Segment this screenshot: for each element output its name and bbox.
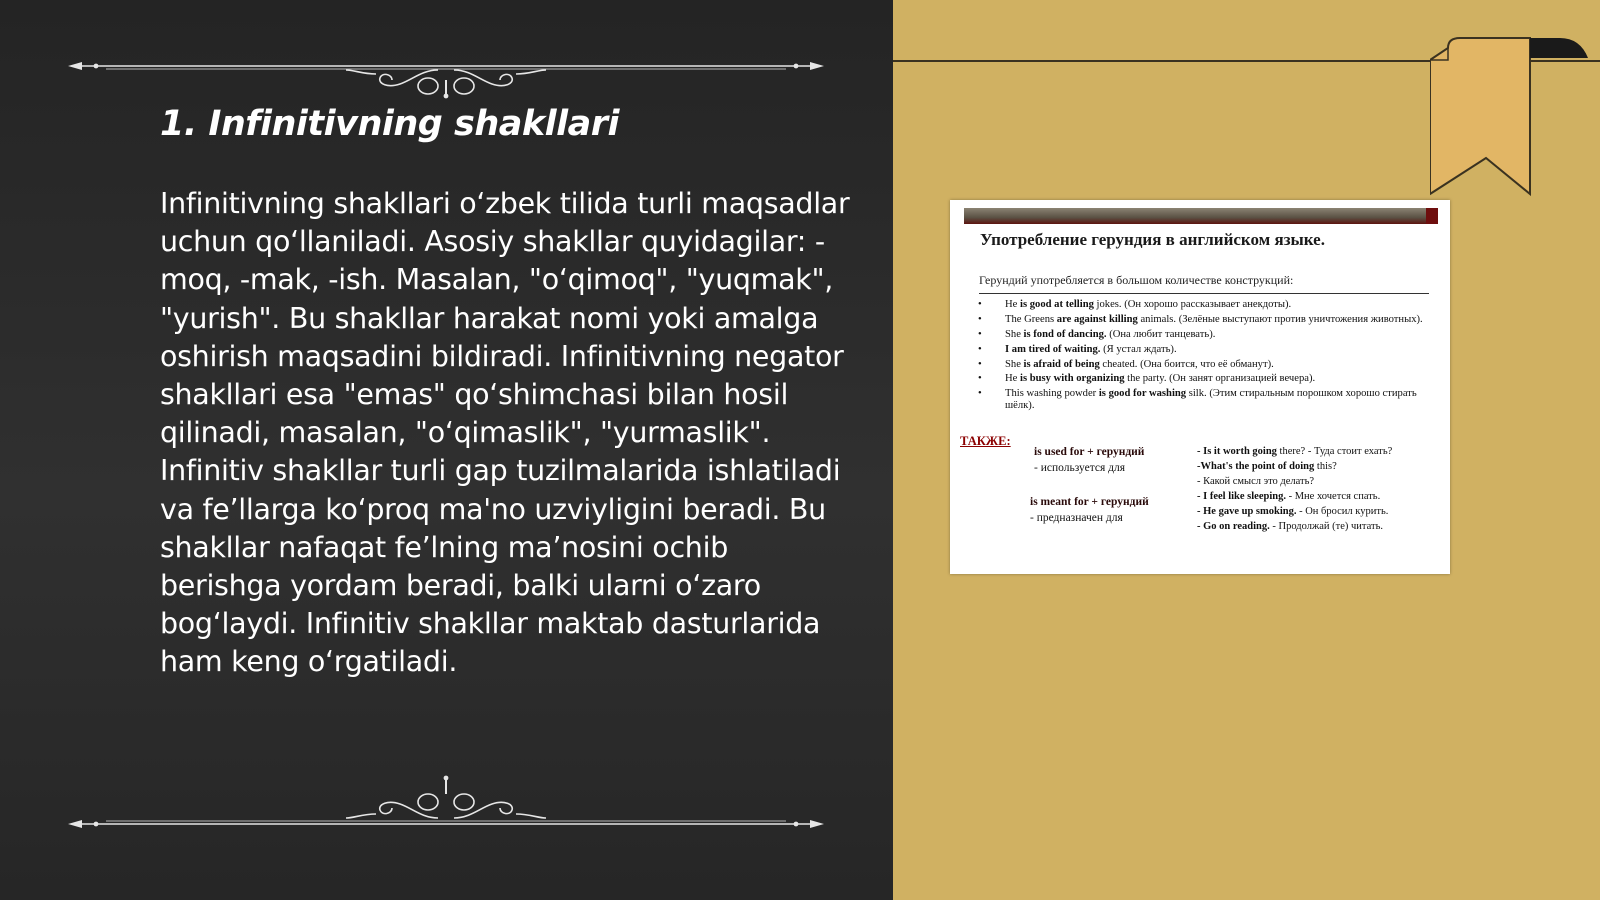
item-text-post: jokes. (Он хорошо рассказывает анекдоты). bbox=[1093, 299, 1292, 310]
bullet-icon: • bbox=[978, 328, 982, 340]
slide-body-text: Infinitivning shakllari o‘zbek tilida turli maqsadlar uchun qo‘llaniladi. Asosiy shakllar quyidagilar: -moq, -mak, -ish. Masalan, "o‘qimoq", "yuqmak", "yurish". Bu shakllar harakat nomi yoki amalga oshirish maqsadini bildiradi. Infinitivning negator shakllari esa "emas" qo‘shimchasi bilan hosil qilinadi, masalan, "o‘qimaslik", "yurmaslik". Infinitiv shakllar turli gap tuzilmalarida ishlatiladi va fe’llarga ko‘proq ma'no uzviyligini beradi. Bu shakllar nafaqat fe’lning ma’nosini ochib berishga yordam beradi, balki ularni o‘zaro bog‘laydi. Infinitiv shakllar maktab dasturlarida ham keng o‘rgatiladi. bbox=[160, 187, 850, 679]
bullet-icon: • bbox=[978, 343, 982, 355]
example-bold: - Is it worth going bbox=[1197, 446, 1277, 457]
item-text-bold: is busy with organizing bbox=[1020, 373, 1125, 385]
example-bold: - He gave up smoking. bbox=[1197, 506, 1297, 517]
item-text-bold: is good at telling bbox=[1020, 299, 1094, 310]
item-text-pre: She bbox=[1005, 328, 1024, 340]
example-text: this? bbox=[1314, 461, 1337, 472]
item-text-pre: He bbox=[1005, 373, 1021, 385]
item-text-post: animals. (Зелёные выступают против уничтожения животных). bbox=[1137, 313, 1423, 325]
item-text-pre: He bbox=[1005, 299, 1021, 310]
list-item bbox=[1197, 489, 1392, 504]
gerund-example-list bbox=[978, 299, 1438, 415]
bullet-icon: • bbox=[978, 388, 982, 400]
top-ornament-divider bbox=[66, 40, 826, 100]
item-text-post: the party. (Он занят организацией вечера). bbox=[1124, 373, 1316, 385]
bottom-ornament-divider bbox=[66, 770, 826, 830]
example-bold: - I feel like sleeping. bbox=[1197, 491, 1286, 502]
pattern-meant-for bbox=[1030, 494, 1149, 526]
list-item bbox=[978, 299, 1438, 310]
bullet-icon: • bbox=[978, 299, 982, 310]
example-text: - Он бросил курить. bbox=[1296, 506, 1389, 517]
example-bold: - Go on reading. bbox=[1197, 521, 1270, 532]
bullet-icon: • bbox=[978, 313, 982, 325]
document-header-bar-end bbox=[1426, 208, 1438, 224]
list-item bbox=[1197, 504, 1392, 519]
also-example-list bbox=[1197, 444, 1392, 534]
pattern-line-2: - используется для bbox=[1034, 462, 1126, 474]
list-item bbox=[1197, 444, 1392, 459]
document-header-bar bbox=[964, 208, 1438, 224]
item-text-bold: is good for washing bbox=[1098, 388, 1187, 400]
document-rule bbox=[979, 293, 1429, 294]
example-text: there? - Туда стоит ехать? bbox=[1276, 446, 1393, 457]
also-label: ТАКЖЕ: bbox=[960, 434, 1011, 448]
list-item bbox=[1197, 519, 1392, 534]
slide-title: 1. Infinitivning shakllari bbox=[160, 104, 620, 144]
item-text-bold: I am tired of waiting. bbox=[1005, 343, 1101, 355]
pattern-used-for bbox=[1034, 444, 1144, 476]
gerund-usage-document-image bbox=[950, 200, 1450, 574]
pattern-line-2: - предназначен для bbox=[1030, 512, 1123, 524]
list-item bbox=[978, 388, 1438, 411]
pattern-line-1: is used for + герундий bbox=[1034, 446, 1145, 458]
bullet-icon: • bbox=[978, 358, 982, 370]
item-text-post: (Она любит танцевать). bbox=[1106, 328, 1216, 340]
item-text-post: silk. (Этим стиральным порошком хорошо стирать шёлк). bbox=[1005, 388, 1417, 411]
example-text: - Продолжай (те) читать. bbox=[1269, 521, 1383, 532]
list-item bbox=[978, 329, 1438, 340]
document-intro: Герундий употребляется в большом количестве конструкций: bbox=[979, 273, 1294, 287]
item-text-bold: is fond of dancing. bbox=[1023, 328, 1107, 340]
example-bold: -What's the point of doing bbox=[1197, 461, 1315, 472]
list-item bbox=[978, 314, 1438, 325]
item-text-pre: She bbox=[1005, 358, 1024, 370]
list-item bbox=[1197, 459, 1392, 474]
item-text-pre: The Greens bbox=[1005, 313, 1057, 325]
list-item bbox=[1197, 474, 1392, 489]
example-text: - Какой смысл это делать? bbox=[1197, 476, 1315, 487]
example-text: - Мне хочется спать. bbox=[1285, 491, 1381, 502]
item-text-post: cheated. (Она боится, что её обманут). bbox=[1099, 358, 1274, 370]
list-item bbox=[978, 359, 1438, 370]
document-heading: Употребление герундия в английском языке. bbox=[980, 230, 1325, 249]
bullet-icon: • bbox=[978, 373, 982, 385]
item-text-pre: This washing powder bbox=[1005, 388, 1099, 400]
item-text-bold: are against killing bbox=[1056, 313, 1138, 325]
list-item bbox=[978, 344, 1438, 355]
item-text-post: (Я устал ждать). bbox=[1100, 343, 1177, 355]
pattern-line-1: is meant for + герундий bbox=[1030, 496, 1149, 508]
list-item bbox=[978, 373, 1438, 384]
item-text-bold: is afraid of being bbox=[1023, 358, 1100, 370]
bookmark-ribbon-icon bbox=[1430, 36, 1600, 200]
